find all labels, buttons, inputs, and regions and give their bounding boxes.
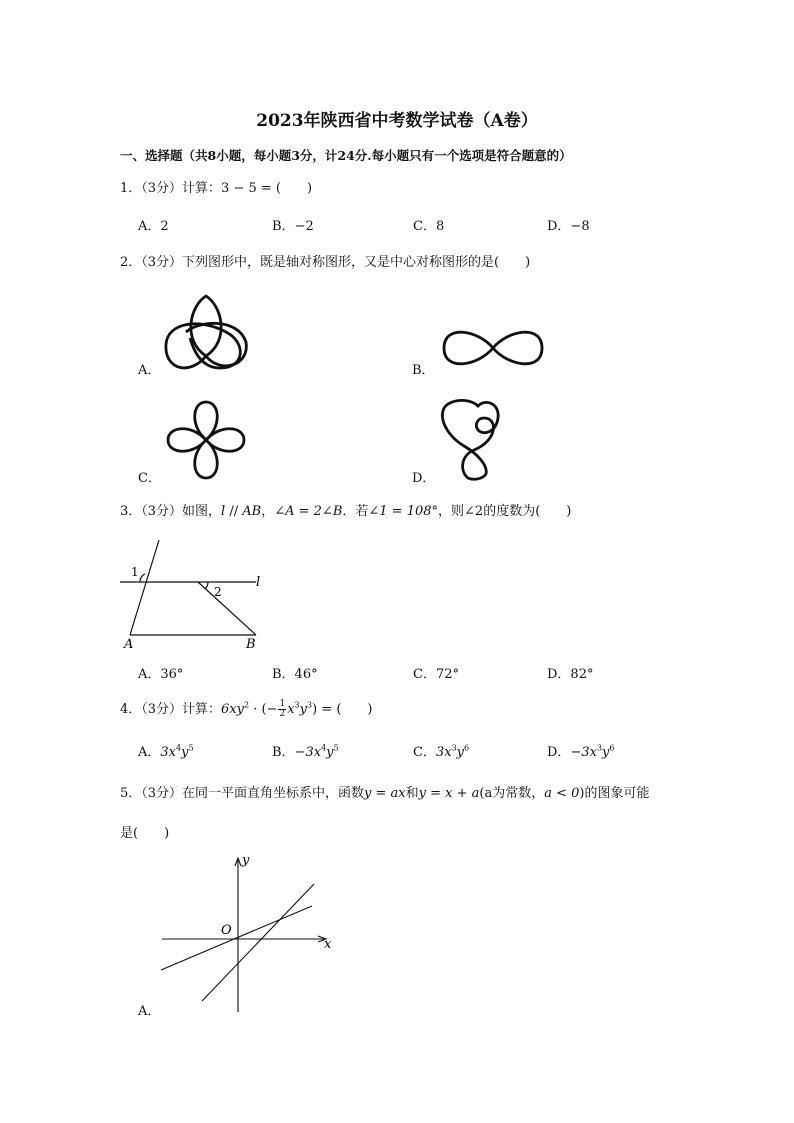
angle-2-label: 2 — [214, 585, 222, 599]
y-axis-label: y — [242, 853, 250, 868]
coordinate-graph-figure — [158, 852, 338, 1014]
q1-option-d[interactable]: D．−8 — [547, 219, 590, 234]
point-b-label: B — [246, 637, 256, 652]
question-1-stem: 1．（3分）计算：3 − 5 = ( ) — [120, 181, 313, 196]
point-a-label: A — [124, 637, 134, 652]
q4-option-b[interactable]: B．$-3x^4y^5$ — [272, 743, 339, 760]
q1-option-a[interactable]: A．2 — [138, 219, 169, 234]
four-leaf-figure — [164, 398, 248, 482]
question-2-stem: 2．（3分）下列图形中，既是轴对称图形，又是中心对称图形的是( ) — [120, 255, 531, 270]
q5-option-a[interactable]: A． — [138, 1004, 161, 1019]
q1-option-b[interactable]: B．−2 — [272, 219, 314, 234]
question-5-stem: 5．（3分）在同一平面直角坐标系中，函数y = ax和y = x + a(a为常数，a < 0)的图象可能 — [120, 786, 650, 801]
section-heading: 一、选择题（共8小题，每小题3分，计24分.每小题只有一个选项是符合题意的） — [120, 148, 572, 163]
q3-option-c[interactable]: C．72° — [413, 667, 459, 682]
q2-option-b[interactable]: B． — [412, 363, 435, 378]
fraction-one-half: $\frac{1}{2}$ — [279, 699, 286, 719]
question-3-stem: 3．（3分）如图，l // AB，∠A = 2∠B．若∠1 = 108°，则∠2的度数为( ) — [120, 504, 572, 519]
parallel-lines-figure — [118, 538, 268, 650]
q3-option-b[interactable]: B．46° — [272, 667, 318, 682]
q2-option-c[interactable]: C． — [138, 471, 161, 486]
q4-option-c[interactable]: C．$3x^3y^6$ — [413, 743, 470, 760]
angle-1-label: 1 — [131, 565, 139, 579]
q1-option-c[interactable]: C．8 — [413, 219, 445, 234]
q2-option-d[interactable]: D． — [412, 471, 436, 486]
q3-option-a[interactable]: A．36° — [138, 667, 184, 682]
infinity-figure — [440, 324, 546, 372]
q3-option-d[interactable]: D．82° — [547, 667, 594, 682]
curly-loop-figure — [438, 396, 508, 480]
q2-option-a[interactable]: A． — [138, 363, 161, 378]
page-title: 2023年陕西省中考数学试卷（A卷） — [256, 111, 538, 131]
x-axis-label: x — [324, 937, 332, 952]
q4-option-a[interactable]: A．$3x^4y^5$ — [138, 743, 194, 760]
origin-label: O — [221, 923, 232, 938]
q4-option-d[interactable]: D．$-3x^3y^6$ — [547, 743, 615, 760]
line-l-label: l — [256, 575, 261, 590]
question-5-stem-cont: 是( ) — [120, 826, 170, 841]
question-4-stem: 4．（3分）计算：$6xy^2$ · (− $\frac{1}{2}$ $x^3y^3$) = ( ) — [120, 699, 373, 719]
triquetra-figure — [160, 292, 252, 374]
